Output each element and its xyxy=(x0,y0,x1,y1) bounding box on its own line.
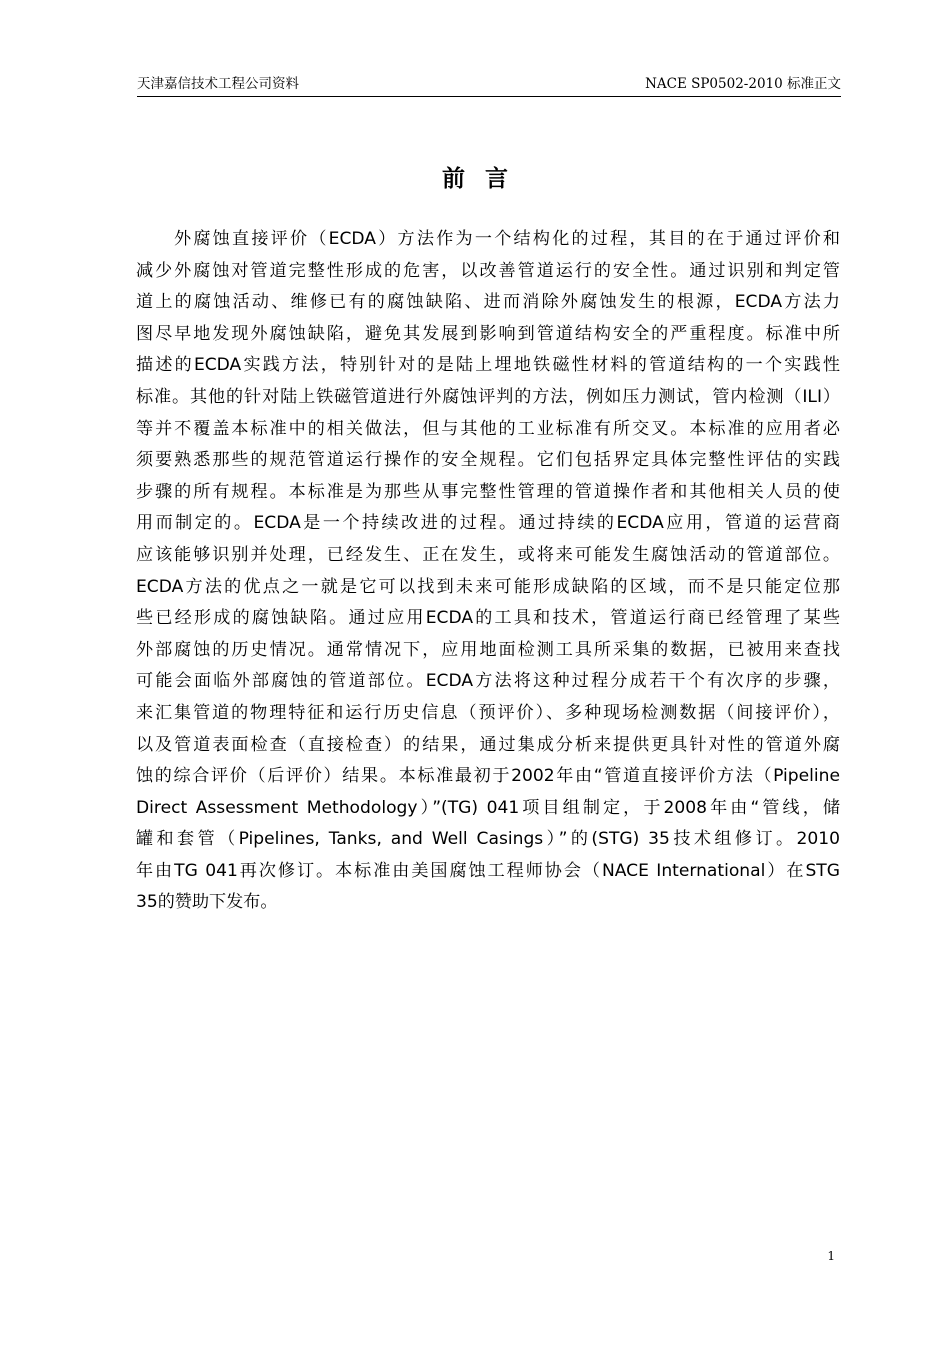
page-number: 1 xyxy=(827,1249,835,1263)
paragraph-line: 蚀的综合评价（后评价）结果。本标准最初于2002年由“管道直接评价方法（Pipeline xyxy=(136,766,840,787)
paragraph-line: 应该能够识别并处理，已经发生、正在发生，或将来可能发生腐蚀活动的管道部位。 xyxy=(136,544,840,565)
paragraph-line: 须要熟悉那些的规范管道运行操作的安全规程。它们包括界定具体完整性评估的实践 xyxy=(136,450,840,471)
paragraph-line: 35的赞助下发布。 xyxy=(136,892,278,913)
header-company: 天津嘉信技术工程公司资料 xyxy=(137,76,299,92)
paragraph-line: Direct Assessment Methodology）”(TG) 041项目组制定，于2008年由“管线，储 xyxy=(136,797,840,818)
paragraph-line: 描述的ECDA实践方法，特别针对的是陆上埋地铁磁性材料的管道结构的一个实践性 xyxy=(136,355,840,376)
paragraph-line: 外腐蚀直接评价（ECDA）方法作为一个结构化的过程，其目的在于通过评价和 xyxy=(174,229,840,249)
paragraph-line: 道上的腐蚀活动、维修已有的腐蚀缺陷、进而消除外腐蚀发生的根源，ECDA方法力 xyxy=(136,292,840,313)
paragraph-line: 罐和套管（Pipelines, Tanks, and Well Casings）”的(STG) 35技术组修订。2010 xyxy=(136,829,840,850)
page-title: 前言 xyxy=(442,166,528,192)
paragraph-line: 等并不覆盖本标准中的相关做法，但与其他的工业标准有所交叉。本标准的应用者必 xyxy=(136,418,840,439)
paragraph-line: 些已经形成的腐蚀缺陷。通过应用ECDA的工具和技术，管道运行商已经管理了某些 xyxy=(136,608,840,629)
paragraph-line: 以及管道表面检查（直接检查）的结果，通过集成分析来提供更具针对性的管道外腐 xyxy=(136,734,840,755)
paragraph-line: 可能会面临外部腐蚀的管道部位。ECDA方法将这种过程分成若干个有次序的步骤， xyxy=(136,671,840,692)
paragraph-line: ECDA方法的优点之一就是它可以找到未来可能形成缺陷的区域，而不是只能定位那 xyxy=(136,576,840,597)
paragraph-line: 图尽早地发现外腐蚀缺陷，避免其发展到影响到管道结构安全的严重程度。标准中所 xyxy=(136,323,840,344)
paragraph-line: 外部腐蚀的历史情况。通常情况下，应用地面检测工具所采集的数据，已被用来查找 xyxy=(136,639,840,660)
page-header xyxy=(137,74,841,97)
paragraph-line: 用而制定的。ECDA是一个持续改进的过程。通过持续的ECDA应用，管道的运营商 xyxy=(136,513,840,534)
header-standard: NACE SP0502-2010 标准正文 xyxy=(645,76,841,92)
paragraph-line: 步骤的所有规程。本标准是为那些从事完整性管理的管道操作者和其他相关人员的使 xyxy=(136,481,840,502)
paragraph-line: 减少外腐蚀对管道完整性形成的危害，以改善管道运行的安全性。通过识别和判定管 xyxy=(136,260,840,281)
paragraph-line: 来汇集管道的物理特征和运行历史信息（预评价）、多种现场检测数据（间接评价）， xyxy=(136,702,840,723)
paragraph-line: 年由TG 041再次修订。本标准由美国腐蚀工程师协会（NACE International）在STG xyxy=(136,860,840,881)
paragraph-line: 标准。其他的针对陆上铁磁管道进行外腐蚀评判的方法，例如压力测试，管内检测（ILI） xyxy=(136,386,840,407)
foreword-paragraph xyxy=(136,224,840,919)
